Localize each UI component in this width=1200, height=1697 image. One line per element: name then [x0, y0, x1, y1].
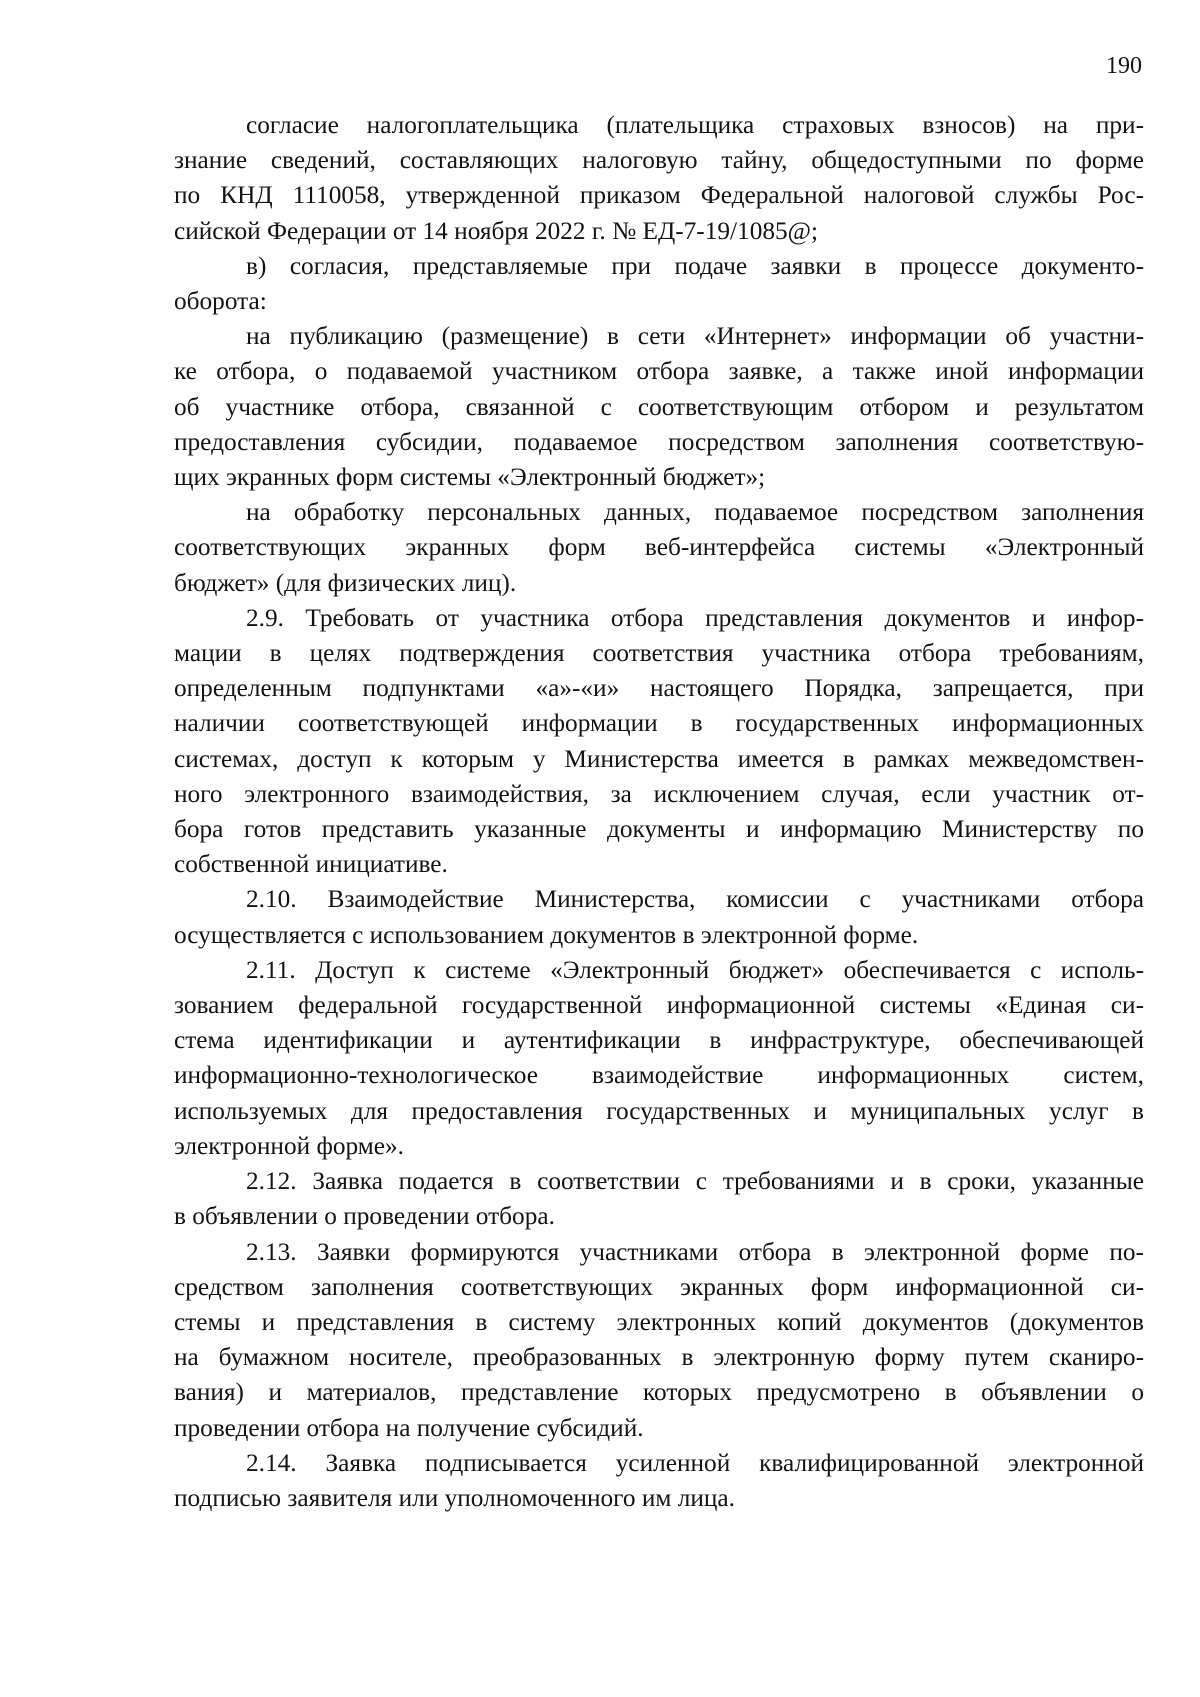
- text-line: стема идентификации и аутентификации в инфраструктуре, обеспечивающей: [174, 1026, 1144, 1055]
- text-line: определенным подпунктами «а»-«и» настоящего Порядка, запрещается, при: [174, 674, 1144, 703]
- document-body: [174, 108, 1144, 1516]
- text-line: 2.13. Заявки формируются участниками отбора в электронной форме по-: [246, 1237, 1144, 1266]
- paragraph: [174, 882, 1144, 952]
- text-line: в объявлении о проведении отбора.: [174, 1202, 555, 1231]
- text-line: на обработку персональных данных, подаваемое посредством заполнения: [246, 498, 1144, 527]
- paragraph: [174, 1164, 1144, 1234]
- text-line: оборота:: [174, 287, 267, 316]
- text-line: вания) и материалов, представление которых предусмотрено в объявлении о: [174, 1378, 1144, 1407]
- paragraph: [174, 249, 1144, 319]
- text-line: соответствующих экранных форм веб-интерфейса системы «Электронный: [174, 533, 1144, 562]
- text-line: используемых для предоставления государственных и муниципальных услуг в: [174, 1096, 1144, 1125]
- text-line: зованием федеральной государственной информационной системы «Единая си-: [174, 991, 1144, 1020]
- text-line: 2.14. Заявка подписывается усиленной квалифицированной электронной: [246, 1448, 1144, 1477]
- text-line: по КНД 1110058, утвержденной приказом Федеральной налоговой службы Рос-: [174, 181, 1144, 210]
- text-line: бюджет» (для физических лиц).: [174, 568, 517, 597]
- text-line: бора готов представить указанные документы и информацию Министерству по: [174, 815, 1144, 844]
- paragraph: [174, 953, 1144, 1164]
- text-line: ного электронного взаимодействия, за исключением случая, если участник от-: [174, 779, 1144, 808]
- text-line: знание сведений, составляющих налоговую тайну, общедоступными по форме: [174, 146, 1144, 175]
- paragraph: [174, 1446, 1144, 1516]
- text-line: сийской Федерации от 14 ноября 2022 г. № ЕД-7-19/1085@;: [174, 216, 818, 245]
- text-line: электронной форме».: [174, 1131, 404, 1160]
- text-line: подписью заявителя или уполномоченного им лица.: [174, 1483, 735, 1512]
- paragraph: [174, 1235, 1144, 1446]
- paragraph: [174, 319, 1144, 495]
- text-line: предоставления субсидии, подаваемое посредством заполнения соответствую-: [174, 427, 1144, 456]
- text-line: собственной инициативе.: [174, 850, 448, 879]
- text-line: в) согласия, представляемые при подаче заявки в процессе документо-: [246, 251, 1144, 280]
- text-line: 2.9. Требовать от участника отбора представления документов и инфор-: [246, 603, 1144, 632]
- text-line: стемы и представления в систему электронных копий документов (документов: [174, 1307, 1144, 1336]
- text-line: проведении отбора на получение субсидий.: [174, 1413, 644, 1442]
- text-line: осуществляется с использованием документов в электронной форме.: [174, 920, 919, 949]
- text-line: 2.11. Доступ к системе «Электронный бюджет» обеспечивается с исполь-: [246, 955, 1144, 984]
- text-line: средством заполнения соответствующих экранных форм информационной си-: [174, 1272, 1144, 1301]
- text-line: ке отбора, о подаваемой участником отбора заявке, а также иной информации: [174, 357, 1144, 386]
- text-line: на публикацию (размещение) в сети «Интернет» информации об участни-: [246, 322, 1144, 351]
- paragraph: [174, 108, 1144, 249]
- text-line: об участнике отбора, связанной с соответствующим отбором и результатом: [174, 392, 1144, 421]
- page-number: 190: [1106, 53, 1142, 79]
- text-line: 2.12. Заявка подается в соответствии с требованиями и в сроки, указанные: [246, 1167, 1144, 1196]
- text-line: на бумажном носителе, преобразованных в электронную форму путем сканиро-: [174, 1343, 1144, 1372]
- text-line: системах, доступ к которым у Министерства имеется в рамках межведомствен-: [174, 744, 1144, 773]
- text-line: наличии соответствующей информации в государственных информационных: [174, 709, 1144, 738]
- text-line: щих экранных форм системы «Электронный бюджет»;: [174, 463, 766, 492]
- paragraph: [174, 601, 1144, 883]
- text-line: 2.10. Взаимодействие Министерства, комиссии с участниками отбора: [246, 885, 1144, 914]
- text-line: информационно-технологическое взаимодействие информационных систем,: [174, 1061, 1144, 1090]
- paragraph: [174, 495, 1144, 601]
- text-line: согласие налогоплательщика (плательщика страховых взносов) на при-: [246, 111, 1144, 139]
- text-line: мации в целях подтверждения соответствия участника отбора требованиям,: [174, 639, 1144, 668]
